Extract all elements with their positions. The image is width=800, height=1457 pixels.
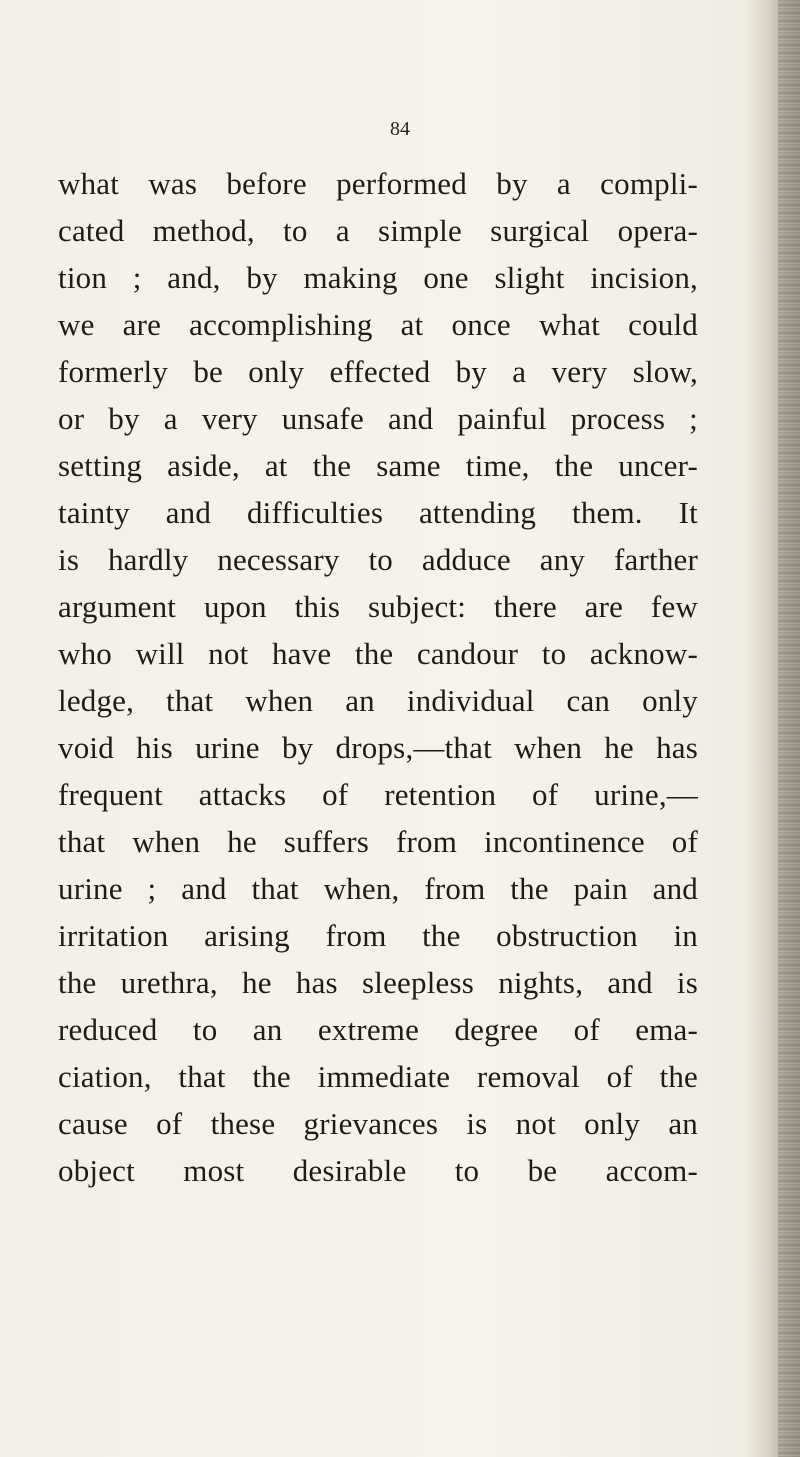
text-line: the urethra, he has sleepless nights, and is [58, 965, 698, 1000]
text-line: what was before performed by a compli- [58, 166, 698, 201]
page-edge-shadow [778, 0, 800, 1457]
text-line: setting aside, at the same time, the uncer- [58, 448, 698, 483]
text-line: reduced to an extreme degree of ema- [58, 1012, 698, 1047]
text-line: object most desirable to be accom- [58, 1153, 698, 1188]
text-line: ledge, that when an individual can only [58, 683, 698, 718]
text-line: irritation arising from the obstruction in [58, 918, 698, 953]
text-line: cause of these grievances is not only an [58, 1106, 698, 1141]
text-line: formerly be only effected by a very slow, [58, 354, 698, 389]
text-line: ciation, that the immediate removal of the [58, 1059, 698, 1094]
text-line: void his urine by drops,—that when he has [58, 730, 698, 765]
text-line: urine ; and that when, from the pain and [58, 871, 698, 906]
body-text [58, 160, 698, 1194]
text-line: tainty and difficulties attending them. It [58, 495, 698, 530]
text-line: argument upon this subject: there are few [58, 589, 698, 624]
text-line: tion ; and, by making one slight incision, [58, 260, 698, 295]
page-number: 84 [390, 118, 410, 140]
text-line: that when he suffers from incontinence of [58, 824, 698, 859]
text-line: is hardly necessary to adduce any farther [58, 542, 698, 577]
text-line: or by a very unsafe and painful process ; [58, 401, 698, 436]
text-line: cated method, to a simple surgical opera- [58, 213, 698, 248]
text-line: who will not have the candour to acknow- [58, 636, 698, 671]
text-line: frequent attacks of retention of urine,— [58, 777, 698, 812]
text-line: we are accomplishing at once what could [58, 307, 698, 342]
